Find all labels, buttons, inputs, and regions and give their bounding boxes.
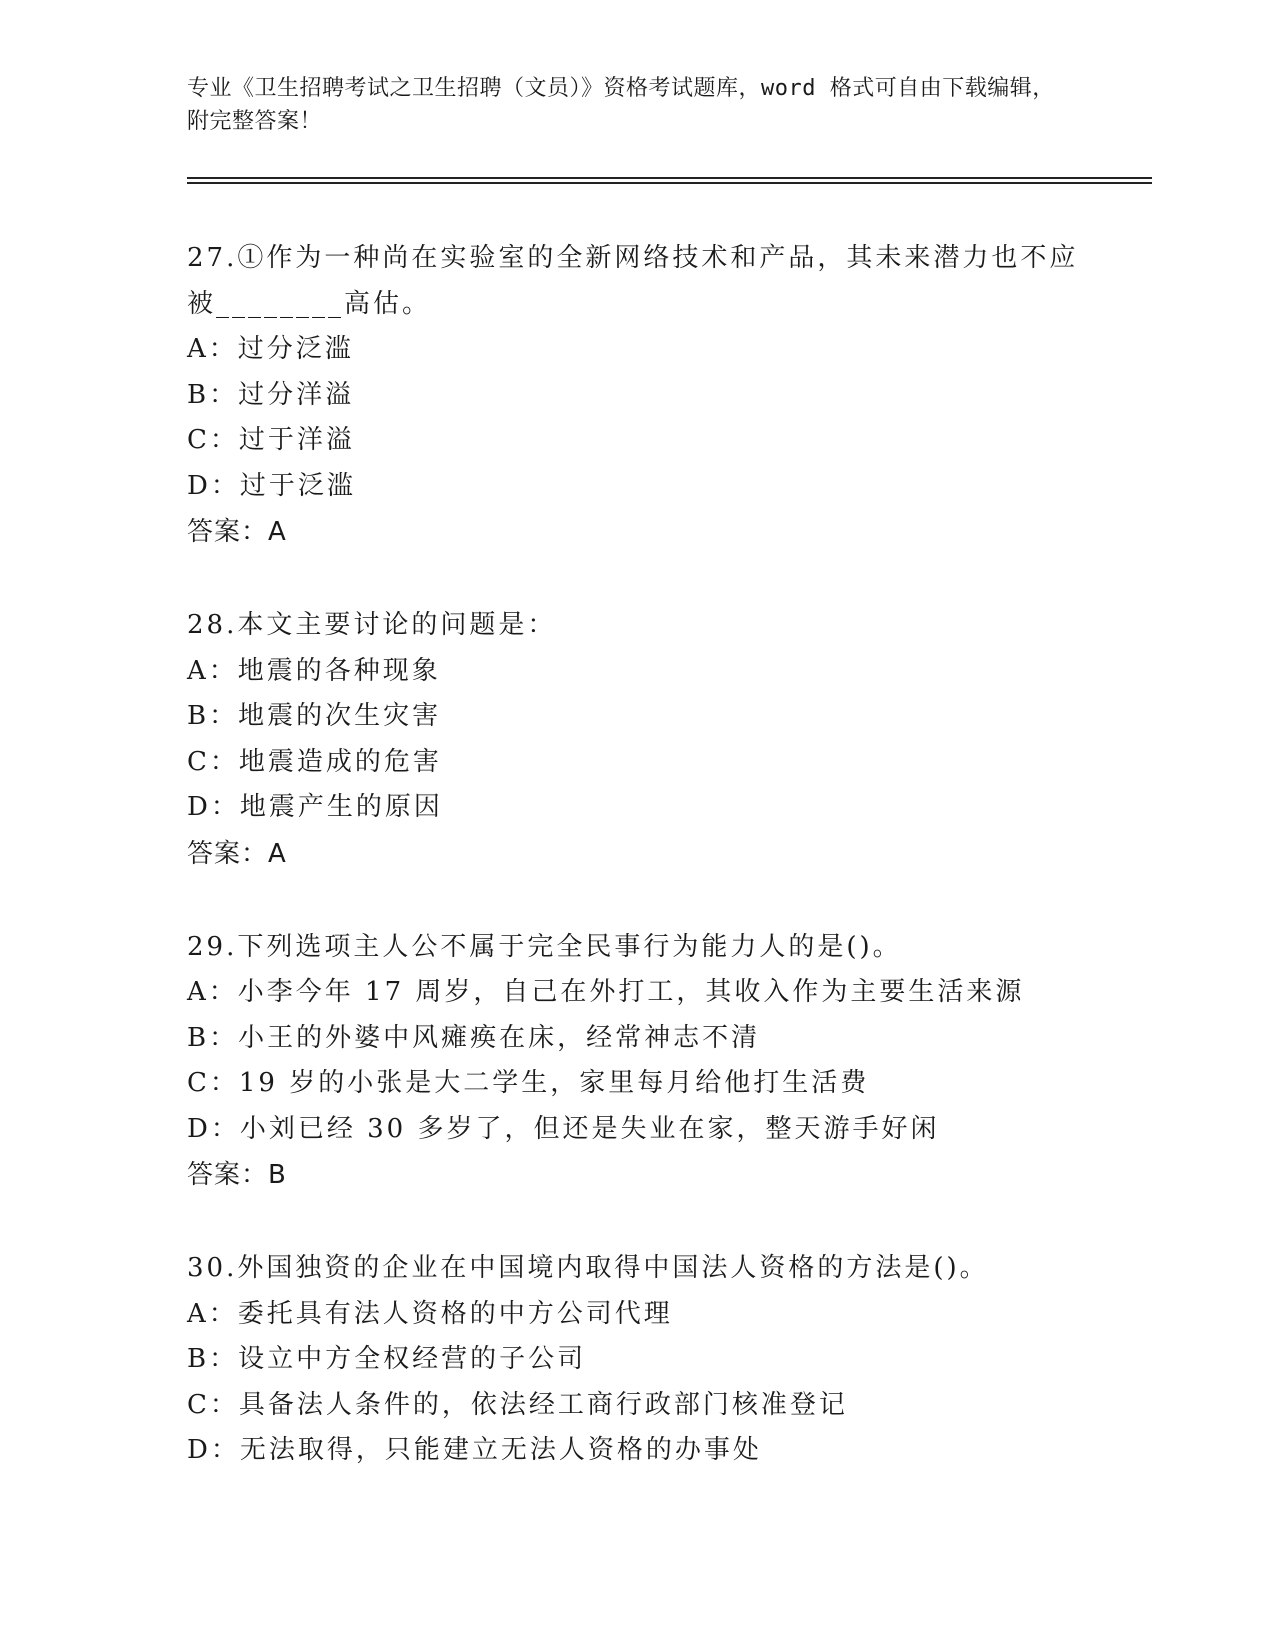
question-number: 27. <box>187 243 238 273</box>
question-text: ①作为一种尚在实验室的全新网络技术和产品，其未来潜力也不应被________高估。 <box>187 243 1079 319</box>
question-text: 外国独资的企业在中国境内取得中国法人资格的方法是()。 <box>237 1253 989 1283</box>
answer-line: 答案：A <box>187 517 287 547</box>
question-30 <box>187 1246 1087 1474</box>
question-stem <box>187 236 1087 327</box>
option-d: D：小刘已经 30 多岁了，但还是失业在家，整天游手好闲 <box>187 1113 940 1144</box>
header-intro-text: 专业《卫生招聘考试之卫生招聘（文员）》资格考试题库，word 格式可自由下载编辑，附完整答案！ <box>187 76 1055 134</box>
option-b: B：设立中方全权经营的子公司 <box>187 1344 587 1374</box>
question-29 <box>187 925 1087 1199</box>
option-c: C：19 岁的小张是大二学生，家里每月给他打生活费 <box>187 1068 870 1098</box>
question-number: 28. <box>187 610 238 640</box>
question-number: 30. <box>187 1253 238 1283</box>
question-27 <box>187 236 1087 555</box>
option-c: C：具备法人条件的，依法经工商行政部门核准登记 <box>187 1389 848 1420</box>
option-c: C：地震造成的危害 <box>187 746 442 777</box>
question-text: 下列选项主人公不属于完全民事行为能力人的是()。 <box>237 931 902 962</box>
option-a: A：过分泛滥 <box>187 334 354 364</box>
question-stem <box>187 603 1087 649</box>
question-list <box>187 236 1087 1522</box>
option-b: B：地震的次生灾害 <box>187 701 442 731</box>
option-d: D：地震产生的原因 <box>187 792 443 822</box>
option-c: C：过于洋溢 <box>187 425 355 455</box>
question-stem <box>187 925 1087 971</box>
answer-line: 答案：B <box>187 1160 287 1190</box>
option-a: A：地震的各种现象 <box>187 655 441 686</box>
header-divider-top <box>187 177 1152 179</box>
option-d: D：过于泛滥 <box>187 470 356 501</box>
option-b: B：过分洋溢 <box>187 379 355 410</box>
question-stem <box>187 1246 1087 1292</box>
question-text: 本文主要讨论的问题是： <box>237 610 557 640</box>
option-b: B：小王的外婆中风瘫痪在床，经常神志不清 <box>187 1022 761 1053</box>
option-a: A：委托具有法人资格的中方公司代理 <box>187 1298 673 1329</box>
answer-line: 答案：A <box>187 838 287 869</box>
question-28 <box>187 603 1087 877</box>
header-divider-bottom <box>187 182 1152 184</box>
question-number: 29. <box>187 931 238 962</box>
option-d: D：无法取得，只能建立无法人资格的办事处 <box>187 1435 762 1465</box>
document-header <box>187 72 1077 138</box>
option-a: A：小李今年 17 周岁，自己在外打工，其收入作为主要生活来源 <box>187 977 1025 1007</box>
